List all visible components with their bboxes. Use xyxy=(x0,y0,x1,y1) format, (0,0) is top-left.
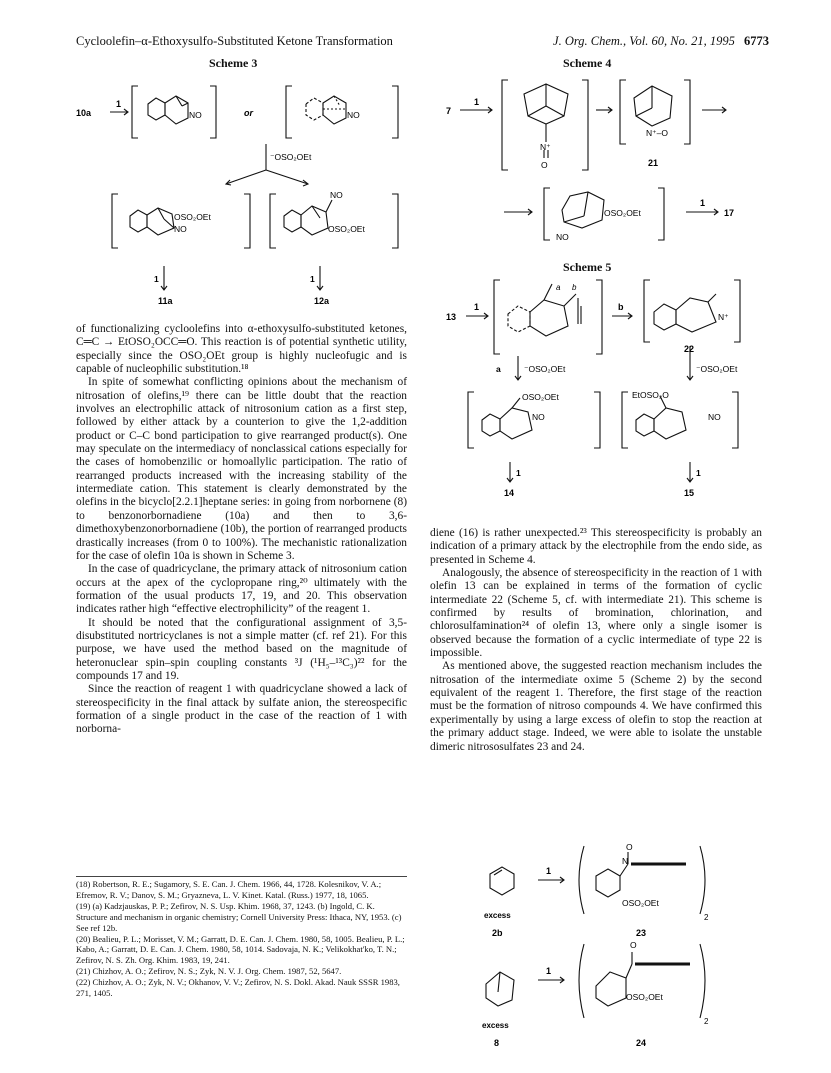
scheme5-figure xyxy=(446,276,776,502)
left-column-text xyxy=(76,323,407,737)
scheme3-title: Scheme 3 xyxy=(209,56,258,70)
scheme5-step-right: 1 xyxy=(696,468,701,478)
scheme3-product-right: 12a xyxy=(314,296,330,306)
scheme5-start: 13 xyxy=(446,312,457,322)
scheme5-left-oso2oet: OSO₂OEt xyxy=(522,392,559,402)
dimer24-o: O xyxy=(630,940,637,950)
scheme5-reagent-b: ⁻OSO₂OEt xyxy=(696,364,738,374)
scheme5-product-right: 15 xyxy=(684,488,695,498)
scheme3-c-oso2oet: OSO₂OEt xyxy=(174,212,211,222)
scheme4-intermediate: 21 xyxy=(648,158,659,168)
scheme3-figure xyxy=(76,72,416,312)
scheme5-intermediate: 22 xyxy=(684,344,695,354)
scheme3-c-no: NO xyxy=(174,224,187,234)
paragraph: Since the reaction of reagent 1 with quadricyclane showed a lack of stereospecificity in the final attack by sulfate anion, the stereospecific formation of a single product in the case of the reaction of 1 with norborna- xyxy=(76,683,407,736)
reference: (19) (a) Kadzjauskas, P. P.; Zefirov, N. S. Usp. Khim. 1968, 37, 1243. (b) Ingold, C. K. Structure and mechanism in organic chemistry; Cornell University Press: Ithaca, NY, 1953. (c) See ref 12b. xyxy=(76,900,402,933)
dimer23-o: O xyxy=(626,842,633,852)
scheme5-reagent-a: ⁻OSO₂OEt xyxy=(524,364,566,374)
paragraph: In the case of quadricyclane, the primary attack of nitrosonium cation occurs at the apex of the cyclopropane ring,²⁰ ultimately with the formation of the usual products 17, 19, and 20. This observation indicates rather high “effective electrophilicity” of the reagent 1. xyxy=(76,563,407,616)
dimer24-arrow-label: 1 xyxy=(546,966,552,976)
reference: (18) Robertson, R. E.; Sugamory, S. E. Can. J. Chem. 1966, 44, 1728. Kolesnikov, V. A.; Efremov, R. V.; Danov, S. M.; Gryazneva, L. V. Kinet. Katal. (Russ.) 1977, 18, 1065. xyxy=(76,879,382,900)
scheme3-d-no: NO xyxy=(330,190,343,200)
paragraph: Analogously, the absence of stereospecificity in the reaction of 1 with olefin 13 can be explained in terms of the formation of cyclic intermediate 22 (Scheme 5, cf. with intermediate 21). This scheme is confirmed by results of bromination, chlorination, and chlorosulfamination²⁴ of olefin 13, where only a single isomer is observed because the formation of a cyclic intermediate of type 22 is impossible. xyxy=(430,567,762,660)
dimer23-oso2oet: OSO₂OEt xyxy=(622,898,659,908)
scheme4-product: 17 xyxy=(724,208,735,218)
reference: (21) Chizhov, A. O.; Zefirov, N. S.; Zyk, N. V. J. Org. Chem. 1987, 52, 5647. xyxy=(76,966,342,977)
label-8: 8 xyxy=(494,1038,500,1048)
paragraph: It should be noted that the configurational assignment of 3,5-disubstituted nortricyclanes is not a simple matter (cf. ref 21). For this purpose, we have used the method based on the magnitude of heteronuclear spin–spin coupling constants ³J (¹H₅–¹³C₃)²² for the compounds 17 and 19. xyxy=(76,616,407,682)
paragraph: In spite of somewhat conflicting opinions about the mechanism of nitrosation of olefins,¹⁹ there can be little doubt that the reaction involves an electrophilic attack of nitrosonium cation as a first step, followed by either attack by a counterion to give the 1,2-addition product or C–C bond participation to give rearranged product(s). One may speculate on the intermediacy of nonclassical cations especially for the cases of homobenzilic or homoallylic participation. The ratio of rearranged products increased with the increasing stability of the intermediate cation. This statement is clearly demonstrated by the olefins in the bicyclo[2.2.1]heptane series: in going from norbornene (8) to benzonorbornadiene (10a) and then to 3,6-dimethoxybenzonorbornadiene (10b), the portion of rearranged products drastically increases (from 0 to 100%). The mechanistic rationalization for the case of olefin 10a is shown in Scheme 3. xyxy=(76,376,407,562)
scheme4-figure xyxy=(446,72,776,252)
scheme3-no-b: NO xyxy=(347,110,360,120)
scheme3-no-a: NO xyxy=(189,110,202,120)
dimer24-sub: 2 xyxy=(704,1017,709,1026)
scheme3-reagent: ⁻OSO₂OEt xyxy=(270,152,312,162)
reference: (22) Chizhov, A. O.; Zyk, N. V.; Okhanov, V. V.; Zefirov, N. S. Dokl. Akad. Nauk SSSR 1983, 271, 1405. xyxy=(76,977,400,999)
scheme4-oso2oet: OSO₂OEt xyxy=(604,208,641,218)
dimer-scheme-figure xyxy=(476,840,762,1062)
page-number: 6773 xyxy=(744,34,769,48)
scheme5-a-label: a xyxy=(496,364,501,374)
scheme5-product-left: 14 xyxy=(504,488,515,498)
scheme4-arrow-label: 1 xyxy=(474,97,480,107)
paragraph: As mentioned above, the suggested reaction mechanism includes the nitrosation of the intermediate oxime 5 (Scheme 2) by the second equivalent of the reagent 1. Therefore, the first stage of the reaction must be the formation of nitroso compounds 4. We have confirmed this experimentally by using a large excess of olefin to stop the reaction at the primary adduct stage. Indeed, we were able to isolate the unstable dimeric nitrososulfates 23 and 24. xyxy=(430,660,762,753)
scheme5-arrow-label: 1 xyxy=(474,302,480,312)
journal-citation xyxy=(553,34,769,49)
scheme5-n-plus: N⁺ xyxy=(718,312,729,322)
right-column-text xyxy=(430,527,762,754)
scheme4-no-ring: N⁺–O xyxy=(646,128,668,138)
excess-label-2b: excess xyxy=(484,911,511,920)
scheme4-n-plus: N⁺ xyxy=(540,142,551,152)
scheme5-right-no: NO xyxy=(708,412,721,422)
scheme5-path-b: b xyxy=(618,302,624,312)
scheme3-start: 10a xyxy=(76,108,92,118)
dimer24-oso2oet: OSO₂OEt xyxy=(626,992,663,1002)
scheme3-or: or xyxy=(244,108,253,118)
journal-name: J. Org. Chem., Vol. 60, No. 21, 1995 xyxy=(553,34,735,48)
label-23: 23 xyxy=(636,928,647,938)
scheme3-step-left: 1 xyxy=(154,274,159,284)
scheme5-right-etoso2o: EtOSO₂O xyxy=(632,390,669,400)
dimer23-sub: 2 xyxy=(704,913,709,922)
scheme3-arrow-label: 1 xyxy=(116,99,122,109)
scheme4-start: 7 xyxy=(446,106,452,116)
dimer23-arrow-label: 1 xyxy=(546,866,552,876)
footnotes xyxy=(76,876,407,999)
paragraph: of functionalizing cycloolefins into α-ethoxysulfo-substituted ketones, C═C → EtOSO₂OCC═O. This reaction is of potential synthetic utility, especially since the OSO₂OEt group is highly nucleofugic and is capable of nucleophilic substitution.¹⁸ xyxy=(76,323,407,376)
scheme3-product-left: 11a xyxy=(158,296,173,306)
scheme3-d-oso2oet: OSO₂OEt xyxy=(328,224,365,234)
scheme4-o: O xyxy=(541,160,548,170)
scheme5-path-b-label: b xyxy=(572,283,577,292)
scheme4-no: NO xyxy=(556,232,569,242)
running-title: Cycloolefin–α-Ethoxysulfo-Substituted Ketone Transformation xyxy=(76,34,393,48)
scheme4-title: Scheme 4 xyxy=(563,56,612,70)
scheme5-title: Scheme 5 xyxy=(563,260,612,274)
excess-label-8: excess xyxy=(482,1021,509,1030)
label-2b: 2b xyxy=(492,928,503,938)
scheme4-arrow-label-2: 1 xyxy=(700,198,706,208)
reference: (20) Bealieu, P. L.; Morisset, V. M.; Garratt, D. E. Can. J. Chem. 1980, 58, 1005. Bealieu, P. L.; Kabo, A.; Garratt, D. E. Can. J. Chem. 1980, 58, 1014. Sadovaja, N. K.; Velikokhat'ko, T. N.; Zefirov, N. S. Zh. Org. Khim. 1983, 19, 241. xyxy=(76,933,405,966)
dimer23-n: N xyxy=(622,856,629,866)
scheme5-step-left: 1 xyxy=(516,468,521,478)
label-24: 24 xyxy=(636,1038,647,1048)
scheme5-left-no: NO xyxy=(532,412,545,422)
scheme3-step-right: 1 xyxy=(310,274,315,284)
paragraph: diene (16) is rather unexpected.²³ This stereospecificity is probably an indication of a primary attack by the electrophile from the endo side, as presented in Scheme 4. xyxy=(430,527,762,566)
scheme5-path-a-label: a xyxy=(556,283,561,292)
